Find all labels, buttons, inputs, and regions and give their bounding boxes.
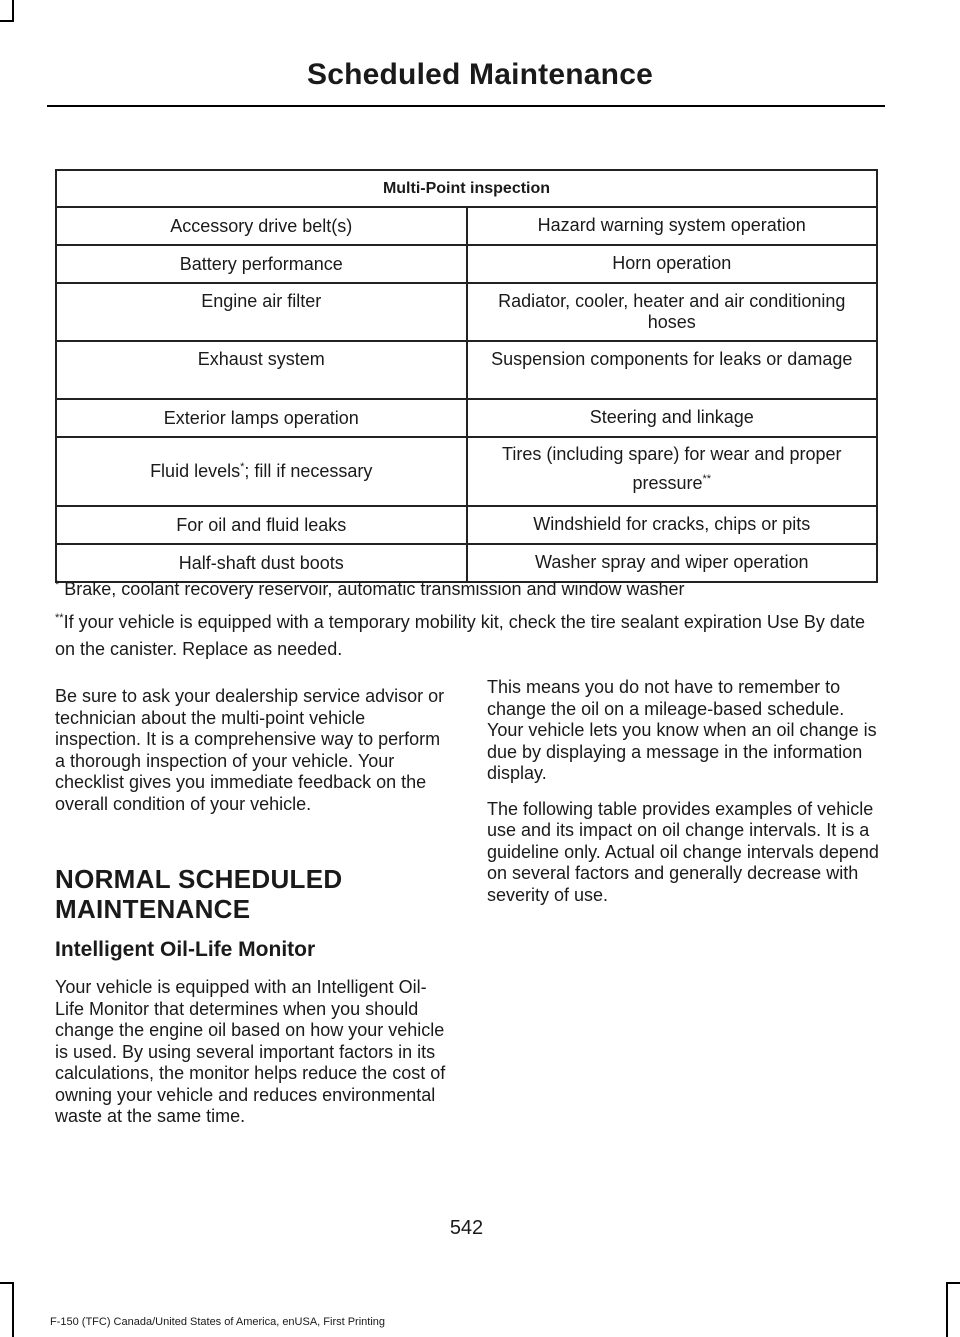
footnote-mark: * [240, 461, 245, 473]
table-row [56, 399, 877, 437]
footnote-text: If your vehicle is equipped with a temporary mobility kit, check the tire sealant expiration Use By date on the canister. Replace as needed. [55, 612, 865, 659]
table-cell: Radiator, cooler, heater and air conditioning hoses [467, 283, 878, 341]
section-heading-line: MAINTENANCE [55, 894, 251, 924]
footnote-text: Brake, coolant recovery reservoir, automatic transmission and window washer [59, 579, 685, 599]
table-cell: Exhaust system [56, 341, 467, 399]
table-cell [467, 437, 878, 506]
table-cell: Horn operation [467, 245, 878, 283]
crop-mark [946, 1282, 948, 1337]
cell-text: Fluid levels [150, 461, 241, 481]
table-cell [56, 437, 467, 506]
footnote-mark: ** [702, 473, 712, 485]
table-cell: Accessory drive belt(s) [56, 207, 467, 245]
table-cell: Exterior lamps operation [56, 399, 467, 437]
table-cell: Hazard warning system operation [467, 207, 878, 245]
cell-text: ; fill if necessary [244, 461, 373, 481]
table-cell: Suspension components for leaks or damage [467, 341, 878, 399]
crop-mark [12, 1282, 14, 1337]
table-cell: For oil and fluid leaks [56, 506, 467, 544]
table-row [56, 245, 877, 283]
table-cell: Battery performance [56, 245, 467, 283]
left-column-body [55, 977, 450, 1142]
crop-mark [0, 1282, 14, 1284]
crop-mark [946, 1282, 960, 1284]
left-column [55, 686, 450, 829]
cell-text: Tires (including spare) for wear and proper pressure [502, 444, 842, 493]
crop-mark [12, 0, 14, 22]
table-title: Multi-Point inspection [56, 170, 877, 207]
intro-paragraph: Be sure to ask your dealership service advisor or technician about the multi-point vehicle inspection. It is a comprehensive way to perform a thorough inspection of your vehicle. Your checklist gives you immediate feedback on the overall condition of your vehicle. [55, 686, 445, 814]
table-cell: Engine air filter [56, 283, 467, 341]
body-paragraph: The following table provides examples of vehicle use and its impact on oil change intervals. It is a guideline only. Actual oil change intervals depend on several factors and generally decrease with severity of use. [487, 798, 879, 905]
table-cell: Washer spray and wiper operation [467, 544, 878, 582]
page-title: Scheduled Maintenance [307, 58, 653, 91]
multi-point-inspection-table [55, 169, 878, 583]
table-row [56, 437, 877, 506]
body-paragraph: This means you do not have to remember to change the oil on a mileage-based schedule. Your vehicle lets you know when an oil change is due by displaying a message in the information display. [487, 677, 877, 783]
table-row [56, 506, 877, 544]
right-column [487, 677, 882, 920]
table-cell: Steering and linkage [467, 399, 878, 437]
footnote-mark: ** [55, 612, 64, 624]
table-cell: Half-shaft dust boots [56, 544, 467, 582]
section-heading [55, 864, 455, 924]
crop-mark [0, 20, 14, 22]
footnote [55, 576, 885, 603]
table-row [56, 207, 877, 245]
footnote-mark: * [55, 579, 60, 591]
table-row [56, 283, 877, 341]
page-number: 542 [449, 1217, 484, 1239]
body-paragraph: Your vehicle is equipped with an Intelligent Oil-Life Monitor that determines when you should change the engine oil based on how your vehicle is used. By using several important factors in its calculations, the monitor helps reduce the cost of owning your vehicle and reduces environmental waste at the same time. [55, 977, 446, 1126]
subsection-heading: Intelligent Oil-Life Monitor [55, 938, 316, 961]
table-cell: Windshield for cracks, chips or pits [467, 506, 878, 544]
header-divider [47, 105, 885, 107]
table-row [56, 341, 877, 399]
section-heading-line: NORMAL SCHEDULED [55, 864, 343, 894]
print-info: F-150 (TFC) Canada/United States of America, enUSA, First Printing [50, 1316, 386, 1328]
footnote [55, 609, 885, 663]
